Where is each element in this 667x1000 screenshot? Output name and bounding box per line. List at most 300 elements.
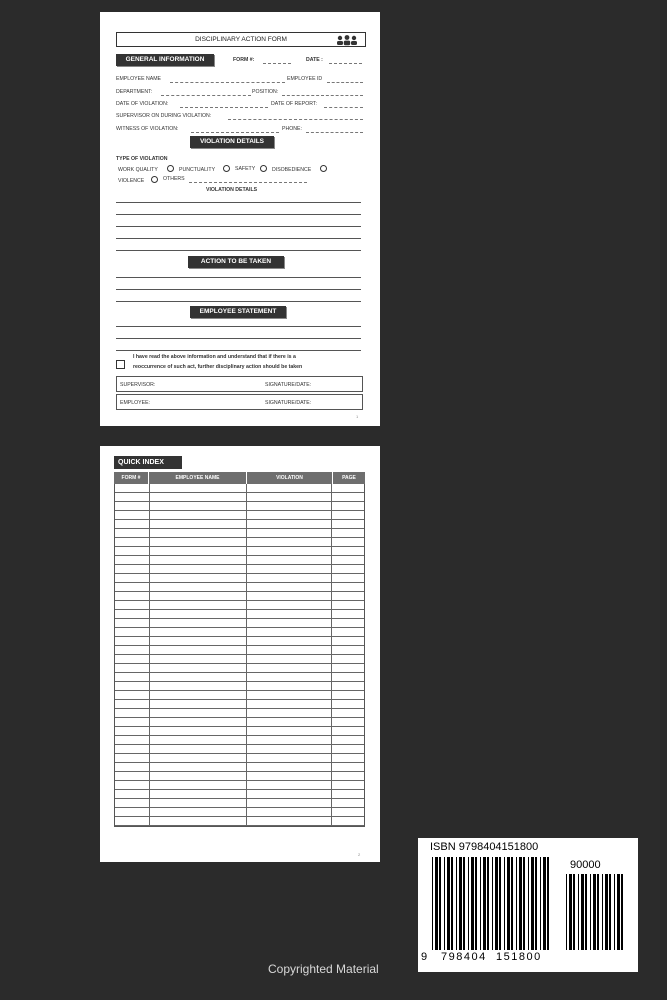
table-cell[interactable] bbox=[150, 520, 247, 528]
violation-details-line[interactable] bbox=[116, 202, 361, 203]
table-cell[interactable] bbox=[247, 718, 332, 726]
table-cell[interactable] bbox=[247, 511, 332, 519]
table-cell[interactable] bbox=[247, 763, 332, 771]
table-cell[interactable] bbox=[150, 547, 247, 555]
table-cell[interactable] bbox=[247, 565, 332, 573]
table-row[interactable] bbox=[115, 754, 364, 763]
table-cell[interactable] bbox=[115, 673, 150, 681]
violation-details-line[interactable] bbox=[116, 238, 361, 239]
witness-field[interactable] bbox=[191, 132, 279, 133]
table-row[interactable] bbox=[115, 799, 364, 808]
table-cell[interactable] bbox=[247, 691, 332, 699]
barcode-bar bbox=[543, 857, 546, 950]
table-cell[interactable] bbox=[115, 646, 150, 654]
table-cell[interactable] bbox=[115, 709, 150, 717]
phone-label: PHONE: bbox=[282, 126, 302, 132]
table-cell[interactable] bbox=[332, 763, 364, 771]
table-cell[interactable] bbox=[150, 754, 247, 762]
table-cell[interactable] bbox=[150, 565, 247, 573]
table-cell[interactable] bbox=[247, 538, 332, 546]
barcode-bar bbox=[444, 857, 445, 950]
table-cell[interactable] bbox=[115, 628, 150, 636]
table-cell[interactable] bbox=[247, 493, 332, 501]
work-quality-radio[interactable] bbox=[167, 165, 174, 172]
table-cell[interactable] bbox=[150, 664, 247, 672]
table-cell[interactable] bbox=[150, 484, 247, 492]
table-cell[interactable] bbox=[150, 727, 247, 735]
table-cell[interactable] bbox=[150, 673, 247, 681]
quick-index-header: QUICK INDEX bbox=[114, 456, 182, 469]
department-label: DEPARTMENT: bbox=[116, 89, 153, 95]
table-cell[interactable] bbox=[332, 664, 364, 672]
barcode-digit-lead: 9 bbox=[421, 951, 428, 963]
barcode-bar bbox=[451, 857, 453, 950]
isbn-label: ISBN 9798404151800 bbox=[430, 841, 539, 853]
form-number-field[interactable] bbox=[263, 63, 291, 64]
table-cell[interactable] bbox=[150, 709, 247, 717]
barcode-bar bbox=[459, 857, 462, 950]
table-cell[interactable] bbox=[150, 628, 247, 636]
date-of-report-label: DATE OF REPORT: bbox=[271, 101, 317, 107]
table-row[interactable] bbox=[115, 574, 364, 583]
barcode-bar bbox=[463, 857, 465, 950]
table-cell[interactable] bbox=[247, 556, 332, 564]
table-cell[interactable] bbox=[115, 601, 150, 609]
table-cell[interactable] bbox=[332, 772, 364, 780]
table-cell[interactable] bbox=[150, 556, 247, 564]
table-row[interactable] bbox=[115, 808, 364, 817]
type-of-violation-label: TYPE OF VIOLATION bbox=[116, 156, 168, 162]
table-cell[interactable] bbox=[332, 781, 364, 789]
barcode-bar bbox=[495, 857, 498, 950]
date-of-violation-field[interactable] bbox=[180, 107, 268, 108]
table-cell[interactable] bbox=[332, 754, 364, 762]
table-cell[interactable] bbox=[332, 493, 364, 501]
table-row[interactable] bbox=[115, 646, 364, 655]
table-row[interactable] bbox=[115, 727, 364, 736]
table-cell[interactable] bbox=[332, 601, 364, 609]
table-row[interactable] bbox=[115, 664, 364, 673]
punctuality-radio[interactable] bbox=[223, 165, 230, 172]
table-cell[interactable] bbox=[150, 808, 247, 816]
action-line[interactable] bbox=[116, 277, 361, 278]
barcode-bar bbox=[468, 857, 469, 950]
table-cell[interactable] bbox=[150, 529, 247, 537]
table-cell[interactable] bbox=[115, 808, 150, 816]
table-row[interactable] bbox=[115, 502, 364, 511]
table-cell[interactable] bbox=[332, 565, 364, 573]
table-cell[interactable] bbox=[115, 745, 150, 753]
table-cell[interactable] bbox=[332, 745, 364, 753]
barcode-bar bbox=[593, 874, 596, 950]
barcode-bar bbox=[507, 857, 510, 950]
statement-line[interactable] bbox=[116, 350, 361, 351]
barcode-bar bbox=[487, 857, 489, 950]
witness-label: WITNESS OF VIOLATION: bbox=[116, 126, 179, 132]
violation-details-line[interactable] bbox=[116, 250, 361, 251]
safety-radio[interactable] bbox=[260, 165, 267, 172]
barcode-bar bbox=[511, 857, 513, 950]
table-row[interactable] bbox=[115, 583, 364, 592]
barcode-bar bbox=[609, 874, 611, 950]
table-cell[interactable] bbox=[115, 565, 150, 573]
isbn-barcode bbox=[418, 838, 638, 972]
table-row[interactable] bbox=[115, 745, 364, 754]
violation-details-line[interactable] bbox=[116, 226, 361, 227]
table-row[interactable] bbox=[115, 556, 364, 565]
table-cell[interactable] bbox=[247, 781, 332, 789]
table-row[interactable] bbox=[115, 763, 364, 772]
column-employee-name: EMPLOYEE NAME bbox=[149, 472, 247, 484]
acknowledgement-line-2: reoccurrence of such act, further disciplinary action should be taken bbox=[133, 364, 303, 370]
barcode-bar bbox=[475, 857, 477, 950]
disobedience-radio[interactable] bbox=[320, 165, 327, 172]
table-cell[interactable] bbox=[150, 781, 247, 789]
table-cell[interactable] bbox=[247, 655, 332, 663]
table-cell[interactable] bbox=[332, 583, 364, 591]
table-cell[interactable] bbox=[115, 781, 150, 789]
table-cell[interactable] bbox=[332, 799, 364, 807]
table-row[interactable] bbox=[115, 700, 364, 709]
barcode-bar bbox=[435, 857, 438, 950]
table-cell[interactable] bbox=[150, 691, 247, 699]
barcode-bar bbox=[432, 857, 433, 950]
table-cell[interactable] bbox=[115, 727, 150, 735]
table-cell[interactable] bbox=[115, 790, 150, 798]
table-cell[interactable] bbox=[115, 556, 150, 564]
action-line[interactable] bbox=[116, 301, 361, 302]
barcode-digits-group-1: 798404 bbox=[441, 951, 487, 963]
table-cell[interactable] bbox=[247, 700, 332, 708]
table-cell[interactable] bbox=[332, 727, 364, 735]
table-cell[interactable] bbox=[247, 628, 332, 636]
supervisor-label: SUPERVISOR ON DURING VIOLATION: bbox=[116, 113, 212, 119]
barcode-bar bbox=[471, 857, 474, 950]
employee-name-field[interactable] bbox=[170, 82, 285, 83]
action-to-be-taken-header: ACTION TO BE TAKEN bbox=[188, 256, 284, 268]
supervisor-signature-box[interactable] bbox=[116, 376, 363, 392]
table-cell[interactable] bbox=[247, 736, 332, 744]
violation-details-label: VIOLATION DETAILS bbox=[206, 187, 258, 193]
table-cell[interactable] bbox=[247, 601, 332, 609]
barcode-bar bbox=[590, 874, 591, 950]
table-cell[interactable] bbox=[150, 583, 247, 591]
table-cell[interactable] bbox=[247, 529, 332, 537]
table-row[interactable] bbox=[115, 529, 364, 538]
table-cell[interactable] bbox=[115, 511, 150, 519]
page-number: 2 bbox=[358, 852, 361, 857]
option-punctuality-label: PUNCTUALITY bbox=[179, 167, 216, 173]
acknowledgement-line-1: I have read the above information and understand that if there is a bbox=[133, 354, 296, 360]
barcode-bar bbox=[531, 857, 534, 950]
table-cell[interactable] bbox=[150, 817, 247, 825]
barcode-bar bbox=[566, 874, 567, 950]
table-cell[interactable] bbox=[332, 700, 364, 708]
barcode-digits-group-2: 151800 bbox=[496, 951, 542, 963]
table-cell[interactable] bbox=[115, 691, 150, 699]
table-cell[interactable] bbox=[115, 592, 150, 600]
table-cell[interactable] bbox=[332, 547, 364, 555]
others-field[interactable] bbox=[189, 182, 307, 183]
table-cell[interactable] bbox=[115, 583, 150, 591]
table-cell[interactable] bbox=[150, 799, 247, 807]
table-row[interactable] bbox=[115, 772, 364, 781]
acknowledgement-checkbox[interactable] bbox=[116, 360, 125, 369]
supervisor-sign-label: SUPERVISOR: bbox=[120, 382, 156, 388]
table-cell[interactable] bbox=[115, 655, 150, 663]
date-field[interactable] bbox=[329, 63, 362, 64]
violence-radio[interactable] bbox=[151, 176, 158, 183]
violation-details-line[interactable] bbox=[116, 214, 361, 215]
table-row[interactable] bbox=[115, 628, 364, 637]
table-cell[interactable] bbox=[115, 718, 150, 726]
table-cell[interactable] bbox=[115, 502, 150, 510]
violation-details-header: VIOLATION DETAILS bbox=[190, 136, 274, 148]
table-row[interactable] bbox=[115, 619, 364, 628]
table-row[interactable] bbox=[115, 538, 364, 547]
table-cell[interactable] bbox=[115, 574, 150, 582]
table-cell[interactable] bbox=[332, 736, 364, 744]
table-cell[interactable] bbox=[115, 736, 150, 744]
employee-id-field[interactable] bbox=[327, 82, 363, 83]
table-row[interactable] bbox=[115, 790, 364, 799]
barcode-bar bbox=[540, 857, 541, 950]
table-cell[interactable] bbox=[150, 718, 247, 726]
table-cell[interactable] bbox=[150, 574, 247, 582]
table-row[interactable] bbox=[115, 691, 364, 700]
table-cell[interactable] bbox=[150, 601, 247, 609]
option-violence-label: VIOLENCE bbox=[118, 178, 145, 184]
table-cell[interactable] bbox=[115, 529, 150, 537]
table-cell[interactable] bbox=[150, 745, 247, 753]
table-cell[interactable] bbox=[247, 799, 332, 807]
barcode-bar bbox=[483, 857, 486, 950]
employee-signature-date-label: SIGNATURE/DATE: bbox=[265, 400, 312, 406]
table-cell[interactable] bbox=[115, 754, 150, 762]
phone-field[interactable] bbox=[306, 132, 363, 133]
barcode-bar bbox=[581, 874, 584, 950]
table-cell[interactable] bbox=[247, 547, 332, 555]
table-cell[interactable] bbox=[115, 619, 150, 627]
table-cell[interactable] bbox=[332, 538, 364, 546]
table-cell[interactable] bbox=[247, 808, 332, 816]
table-cell[interactable] bbox=[332, 628, 364, 636]
table-cell[interactable] bbox=[247, 637, 332, 645]
table-cell[interactable] bbox=[247, 502, 332, 510]
table-cell[interactable] bbox=[247, 646, 332, 654]
table-cell[interactable] bbox=[247, 772, 332, 780]
table-cell[interactable] bbox=[332, 619, 364, 627]
option-safety-label: SAFETY bbox=[235, 166, 256, 172]
table-cell[interactable] bbox=[115, 547, 150, 555]
table-cell[interactable] bbox=[332, 520, 364, 528]
barcode-bar bbox=[447, 857, 450, 950]
table-cell[interactable] bbox=[332, 817, 364, 825]
table-row[interactable] bbox=[115, 601, 364, 610]
table-cell[interactable] bbox=[247, 745, 332, 753]
table-row[interactable] bbox=[115, 493, 364, 502]
table-cell[interactable] bbox=[247, 583, 332, 591]
date-label: DATE : bbox=[306, 57, 323, 63]
table-cell[interactable] bbox=[115, 817, 150, 825]
action-line[interactable] bbox=[116, 289, 361, 290]
barcode-bar bbox=[492, 857, 493, 950]
table-cell[interactable] bbox=[115, 799, 150, 807]
page-number: 1 bbox=[356, 414, 359, 419]
people-icon bbox=[335, 34, 359, 46]
table-cell[interactable] bbox=[247, 574, 332, 582]
table-cell[interactable] bbox=[247, 682, 332, 690]
statement-line[interactable] bbox=[116, 338, 361, 339]
table-cell[interactable] bbox=[150, 790, 247, 798]
barcode-bar bbox=[523, 857, 525, 950]
watermark-bottom: Copyrighted Material bbox=[268, 962, 379, 976]
table-cell[interactable] bbox=[115, 772, 150, 780]
table-cell[interactable] bbox=[150, 502, 247, 510]
table-row[interactable] bbox=[115, 781, 364, 790]
table-cell[interactable] bbox=[150, 736, 247, 744]
table-row[interactable] bbox=[115, 511, 364, 520]
table-row[interactable] bbox=[115, 610, 364, 619]
barcode-bar bbox=[456, 857, 457, 950]
employee-sign-label: EMPLOYEE: bbox=[120, 400, 150, 406]
table-cell[interactable] bbox=[150, 493, 247, 501]
table-cell[interactable] bbox=[150, 772, 247, 780]
table-cell[interactable] bbox=[247, 754, 332, 762]
barcode-bar bbox=[617, 874, 620, 950]
table-cell[interactable] bbox=[332, 709, 364, 717]
table-cell[interactable] bbox=[332, 646, 364, 654]
table-cell[interactable] bbox=[115, 610, 150, 618]
table-row[interactable] bbox=[115, 547, 364, 556]
barcode-bar bbox=[528, 857, 529, 950]
table-row[interactable] bbox=[115, 736, 364, 745]
table-cell[interactable] bbox=[150, 538, 247, 546]
date-of-report-field[interactable] bbox=[324, 107, 363, 108]
table-cell[interactable] bbox=[115, 763, 150, 771]
table-row[interactable] bbox=[115, 655, 364, 664]
table-cell[interactable] bbox=[247, 619, 332, 627]
table-cell[interactable] bbox=[247, 610, 332, 618]
table-cell[interactable] bbox=[115, 664, 150, 672]
table-cell[interactable] bbox=[115, 637, 150, 645]
employee-id-label: EMPLOYEE ID bbox=[287, 76, 323, 82]
table-row[interactable] bbox=[115, 520, 364, 529]
table-cell[interactable] bbox=[247, 484, 332, 492]
table-cell[interactable] bbox=[332, 502, 364, 510]
table-cell[interactable] bbox=[332, 790, 364, 798]
table-cell[interactable] bbox=[247, 520, 332, 528]
table-row[interactable] bbox=[115, 718, 364, 727]
table-cell[interactable] bbox=[332, 637, 364, 645]
table-cell[interactable] bbox=[332, 484, 364, 492]
table-cell[interactable] bbox=[247, 790, 332, 798]
table-row[interactable] bbox=[115, 673, 364, 682]
table-cell[interactable] bbox=[247, 664, 332, 672]
table-cell[interactable] bbox=[247, 709, 332, 717]
table-cell[interactable] bbox=[332, 682, 364, 690]
table-row[interactable] bbox=[115, 817, 364, 826]
table-cell[interactable] bbox=[332, 718, 364, 726]
table-cell[interactable] bbox=[150, 592, 247, 600]
table-header-row bbox=[114, 472, 365, 484]
table-cell[interactable] bbox=[247, 673, 332, 681]
table-cell[interactable] bbox=[115, 520, 150, 528]
table-cell[interactable] bbox=[332, 673, 364, 681]
table-cell[interactable] bbox=[150, 511, 247, 519]
table-row[interactable] bbox=[115, 682, 364, 691]
employee-signature-box[interactable] bbox=[116, 394, 363, 410]
barcode-bar bbox=[519, 857, 522, 950]
table-cell[interactable] bbox=[332, 691, 364, 699]
column-violation: VIOLATION bbox=[247, 472, 333, 484]
department-field[interactable] bbox=[161, 95, 251, 96]
barcode-bar bbox=[439, 857, 441, 950]
statement-line[interactable] bbox=[116, 326, 361, 327]
table-cell[interactable] bbox=[332, 592, 364, 600]
table-cell[interactable] bbox=[332, 808, 364, 816]
table-cell[interactable] bbox=[332, 655, 364, 663]
table-cell[interactable] bbox=[332, 556, 364, 564]
barcode-bar bbox=[480, 857, 481, 950]
table-cell[interactable] bbox=[247, 727, 332, 735]
table-cell[interactable] bbox=[150, 610, 247, 618]
table-cell[interactable] bbox=[115, 682, 150, 690]
table-cell[interactable] bbox=[150, 700, 247, 708]
barcode-bar bbox=[621, 874, 623, 950]
table-cell[interactable] bbox=[247, 817, 332, 825]
barcode-bar bbox=[573, 874, 575, 950]
barcode-bar bbox=[569, 874, 572, 950]
position-label: POSITION: bbox=[252, 89, 279, 95]
barcode-bar bbox=[516, 857, 517, 950]
table-cell[interactable] bbox=[150, 637, 247, 645]
option-others-label: OTHERS bbox=[163, 176, 185, 182]
option-work-quality-label: WORK QUALITY bbox=[118, 167, 158, 173]
table-cell[interactable] bbox=[150, 763, 247, 771]
table-cell[interactable] bbox=[332, 529, 364, 537]
table-row[interactable] bbox=[115, 592, 364, 601]
table-cell[interactable] bbox=[115, 484, 150, 492]
table-cell[interactable] bbox=[332, 574, 364, 582]
table-row[interactable] bbox=[115, 637, 364, 646]
price-code: 90000 bbox=[570, 859, 601, 871]
position-field[interactable] bbox=[282, 95, 363, 96]
barcode-bar bbox=[602, 874, 603, 950]
table-cell[interactable] bbox=[332, 511, 364, 519]
table-cell[interactable] bbox=[115, 538, 150, 546]
quick-index-table bbox=[114, 472, 365, 827]
barcode-bar bbox=[614, 874, 615, 950]
table-row[interactable] bbox=[115, 709, 364, 718]
table-cell[interactable] bbox=[150, 682, 247, 690]
barcode-bar bbox=[547, 857, 549, 950]
table-cell[interactable] bbox=[150, 655, 247, 663]
table-row[interactable] bbox=[115, 484, 364, 493]
supervisor-field[interactable] bbox=[228, 119, 363, 120]
table-cell[interactable] bbox=[247, 592, 332, 600]
form-number-label: FORM #: bbox=[233, 57, 255, 63]
table-cell[interactable] bbox=[115, 493, 150, 501]
table-row[interactable] bbox=[115, 565, 364, 574]
table-cell[interactable] bbox=[150, 619, 247, 627]
date-of-violation-label: DATE OF VIOLATION: bbox=[116, 101, 169, 107]
barcode-bar bbox=[597, 874, 599, 950]
table-cell[interactable] bbox=[332, 610, 364, 618]
table-cell[interactable] bbox=[115, 700, 150, 708]
table-cell[interactable] bbox=[150, 646, 247, 654]
general-information-header: GENERAL INFORMATION bbox=[116, 54, 214, 66]
